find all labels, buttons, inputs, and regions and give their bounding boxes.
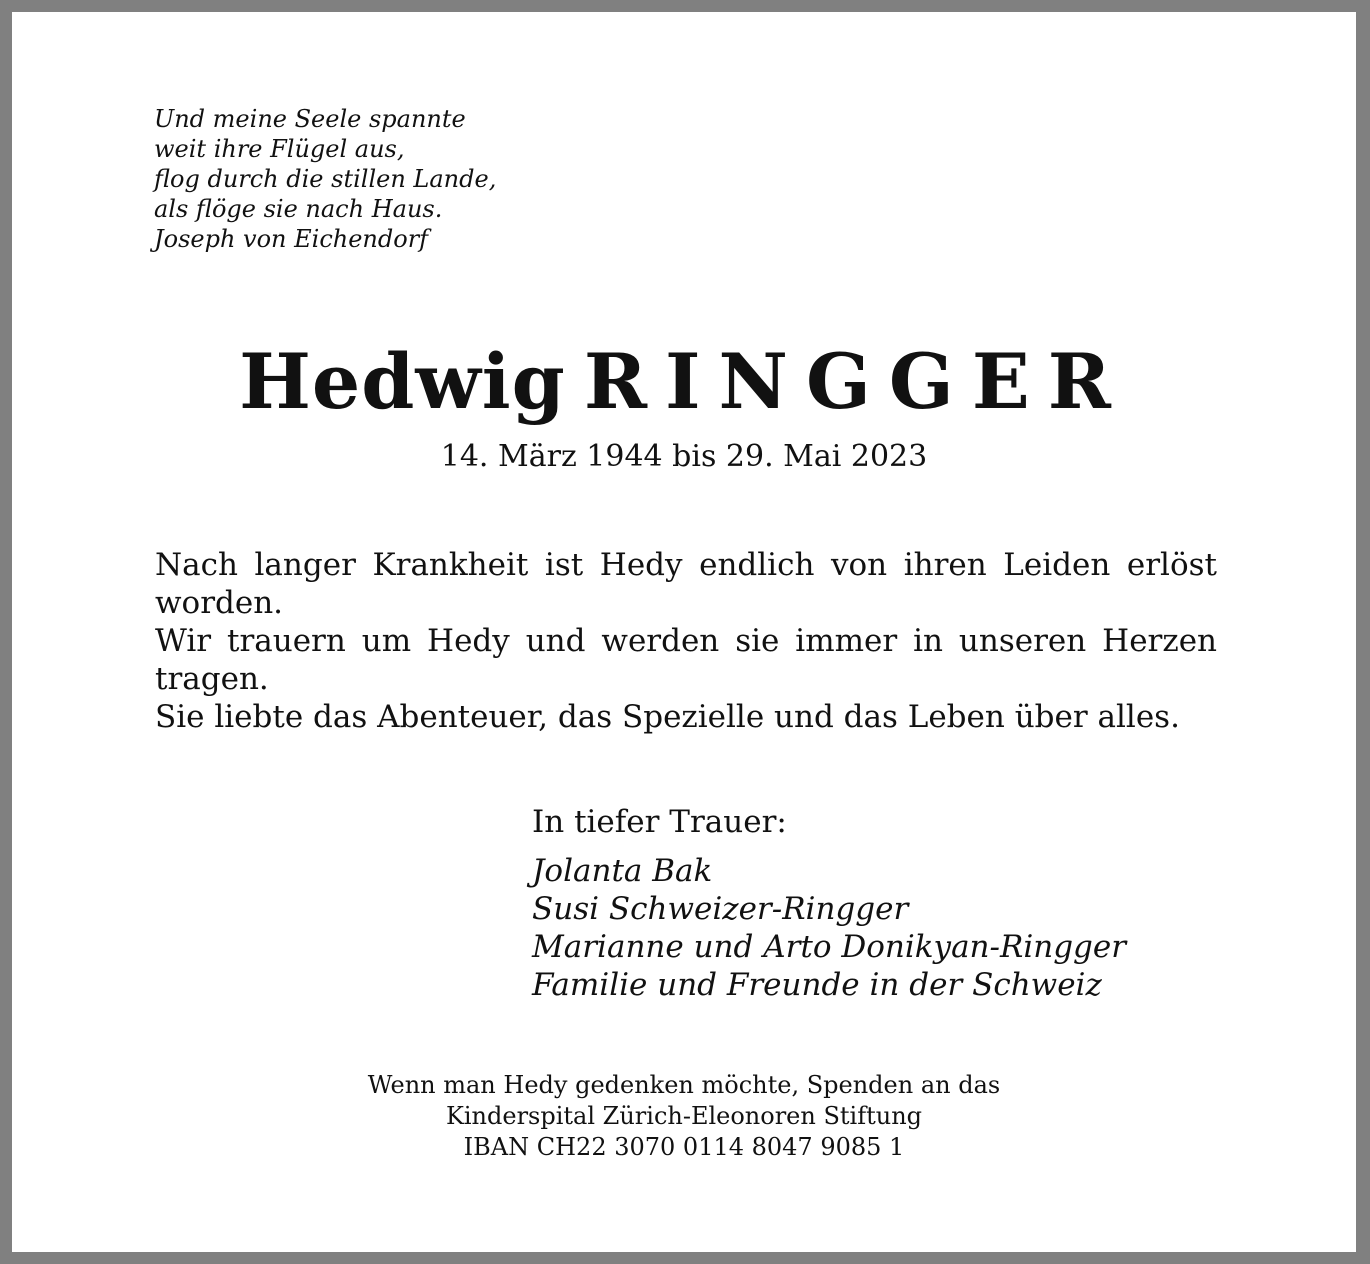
poem-line: als flöge sie nach Haus. — [154, 195, 443, 223]
life-dates: 14. März 1944 bis 29. Mai 2023 — [440, 439, 928, 474]
first-name: Hedwig — [239, 337, 566, 426]
mourner-name: Marianne und Arto Donikyan-Ringger — [532, 929, 1127, 965]
poem-quote — [154, 104, 496, 254]
obituary-page — [12, 12, 1356, 1252]
poem-line: flog durch die stillen Lande, — [154, 165, 497, 193]
mourners-heading: In tiefer Trauer: — [532, 804, 787, 840]
message-paragraph: Nach langer Krankheit ist Hedy endlich von ihren Leiden erlöst worden. — [155, 547, 1217, 621]
donation-foundation: Kinderspital Zürich-Eleonoren Stiftung — [445, 1102, 923, 1130]
last-name: RINGGER — [583, 337, 1129, 426]
mourner-name: Familie und Freunde in der Schweiz — [532, 967, 1102, 1003]
poem-line: weit ihre Flügel aus, — [154, 135, 405, 163]
donation-note — [12, 1070, 1356, 1163]
poem-author: Joseph von Eichendorf — [154, 225, 429, 253]
poem-line: Und meine Seele spannte — [154, 105, 466, 133]
donation-iban: IBAN CH22 3070 0114 8047 9085 1 — [463, 1133, 905, 1161]
deceased-name — [12, 337, 1356, 427]
message-paragraph: Wir trauern um Hedy und werden sie immer in unseren Herzen tragen. — [155, 623, 1217, 697]
mourners-block — [532, 802, 1126, 1004]
donation-line: Wenn man Hedy gedenken möchte, Spenden an das — [367, 1071, 1001, 1099]
message-paragraph: Sie liebte das Abenteuer, das Spezielle und das Leben über alles. — [155, 699, 1180, 735]
mourner-name: Susi Schweizer-Ringger — [532, 891, 909, 927]
message-text — [155, 546, 1217, 736]
mourner-name: Jolanta Bak — [532, 853, 713, 889]
